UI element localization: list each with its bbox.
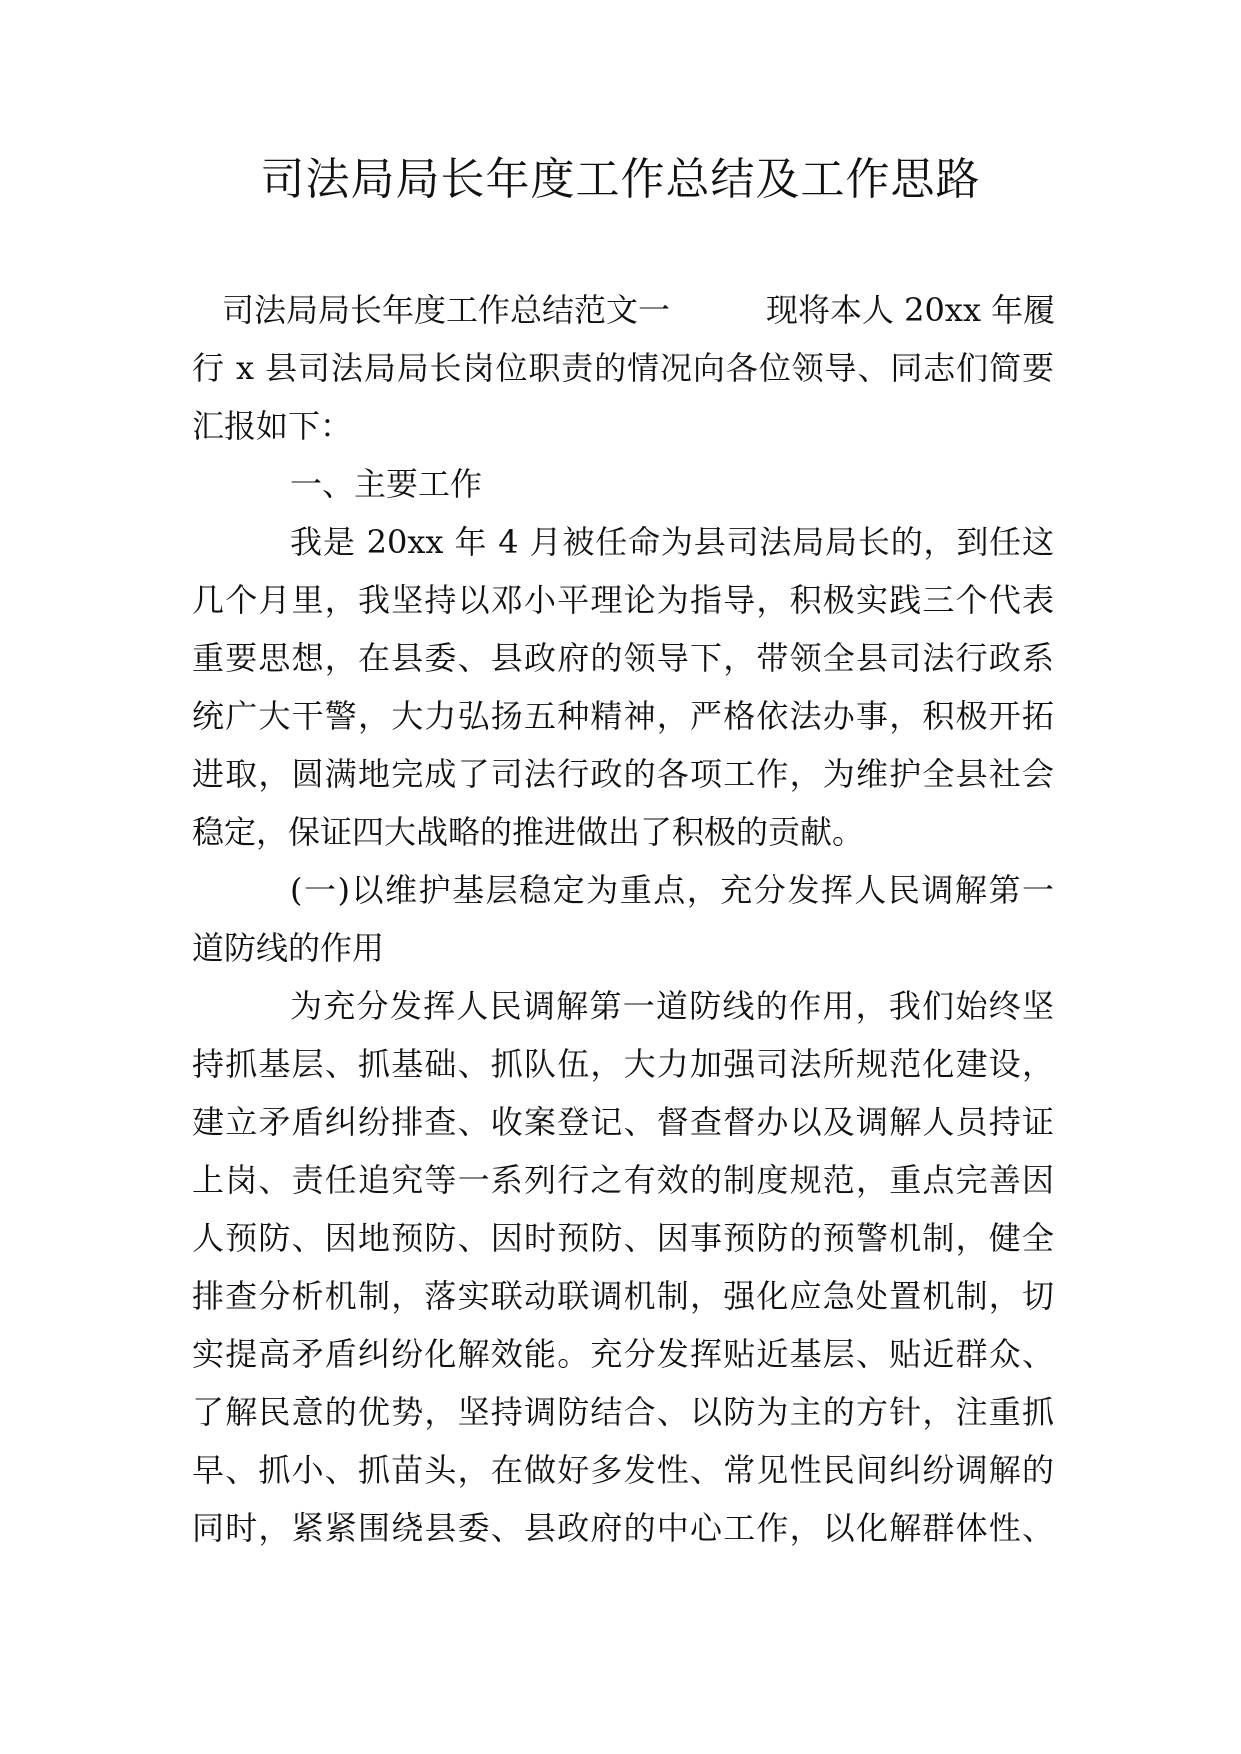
text-line: 同时，紧紧围绕县委、县政府的中心工作，以化解群体性、 — [192, 1509, 1054, 1547]
intro-heading: 司法局局长年度工作总结范文一 — [222, 291, 671, 329]
text-line: 几个月里，我坚持以邓小平理论为指导，积极实践三个代表 — [192, 581, 1054, 619]
section-heading: 一、主要工作 — [290, 465, 483, 503]
text-line: 为充分发挥人民调解第一道防线的作用，我们始终坚 — [290, 987, 1054, 1025]
text-line: 建立矛盾纠纷排查、收案登记、督查督办以及调解人员持证 — [192, 1103, 1054, 1141]
text-line: 进取，圆满地完成了司法行政的各项工作，为维护全县社会 — [192, 755, 1054, 793]
intro-text-start: 现将本人 20xx 年履 — [766, 291, 1056, 329]
text-line: 实提高矛盾纠纷化解效能。充分发挥贴近基层、贴近群众、 — [192, 1335, 1054, 1373]
text-line: 排查分析机制，落实联动联调机制，强化应急处置机制，切 — [192, 1277, 1054, 1315]
text-line: 早、抓小、抓苗头，在做好多发性、常见性民间纠纷调解的 — [192, 1451, 1054, 1489]
subsection-heading: (一)以维护基层稳定为重点，充分发挥人民调解第一 — [290, 871, 1054, 909]
text-line: 统广大干警，大力弘扬五种精神，严格依法办事，积极开拓 — [192, 697, 1054, 735]
text-line: 汇报如下： — [192, 407, 353, 445]
text-line: 稳定，保证四大战略的推进做出了积极的贡献。 — [192, 813, 865, 851]
text-line: 行 x 县司法局局长岗位职责的情况向各位领导、同志们简要 — [192, 349, 1054, 387]
text-line: 重要思想，在县委、县政府的领导下，带领全县司法行政系 — [192, 639, 1054, 677]
document-title: 司法局局长年度工作总结及工作思路 — [260, 154, 981, 205]
subsection-heading-cont: 道防线的作用 — [192, 929, 385, 967]
text-line: 持抓基层、抓基础、抓队伍，大力加强司法所规范化建设， — [192, 1045, 1054, 1083]
text-line: 人预防、因地预防、因时预防、因事预防的预警机制，健全 — [192, 1219, 1054, 1257]
text-line: 了解民意的优势，坚持调防结合、以防为主的方针，注重抓 — [192, 1393, 1054, 1431]
text-line: 上岗、责任追究等一系列行之有效的制度规范，重点完善因 — [192, 1161, 1054, 1199]
text-line: 我是 20xx 年 4 月被任命为县司法局局长的，到任这 — [290, 523, 1054, 561]
